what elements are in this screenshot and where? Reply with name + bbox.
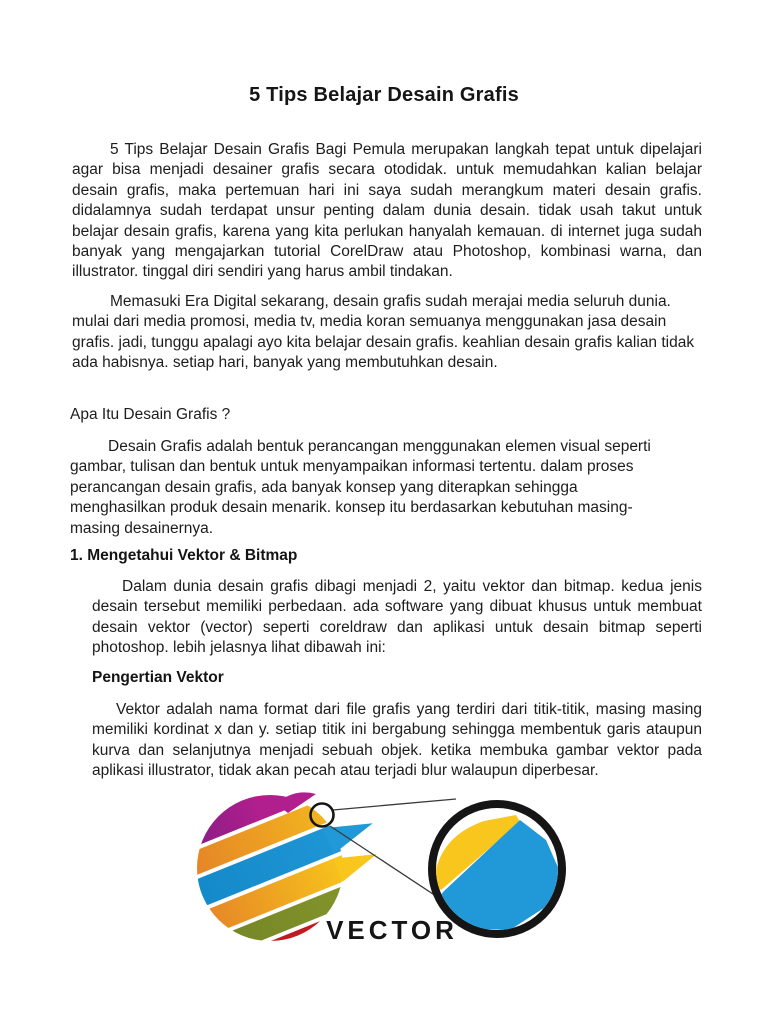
intro-paragraph-2: Memasuki Era Digital sekarang, desain grafis sudah merajai media seluruh dunia. mulai dari media promosi, media tv, media koran semuanya menggunakan jasa desain grafis. jadi, tunggu apalagi ayo kita belajar desain grafis. keahlian desain grafis kalian tidak ada habisnya. setiap hari, banyak yang membutuhkan desain. — [72, 293, 695, 372]
figure-label: VECTOR — [326, 915, 458, 945]
vector-figure — [192, 786, 578, 962]
question-paragraph: Desain Grafis adalah bentuk perancangan menggunakan elemen visual seperti gambar, tulisan dan bentuk untuk menyampaikan informasi tertentu. dalam proses perancangan desain grafis, ada banyak konsep yang diterapkan sehingga menghasilkan produk desain menarik. konsep itu berdasarkan kebutuhan masing-masing desainernya. — [70, 438, 651, 537]
section-1-heading: 1. Mengetahui Vektor & Bitmap — [70, 547, 298, 564]
intro-paragraph-1: 5 Tips Belajar Desain Grafis Bagi Pemula merupakan langkah tepat untuk dipelajari agar bisa menjadi desainer grafis secara otodidak. untuk memudahkan kalian belajar desain grafis, maka pertemuan hari ini saya sudah merangkum materi desain grafis. didalamnya sudah terdapat unsur penting dalam dunia desain. tidak usah takut untuk belajar desain grafis, karena yang kita perlukan hanyalah kemauan. di internet juga sudah banyak yang mengajarkan tutorial CorelDraw atau Photoshop, kombinasi warna, dan illustrator. tinggal diri sendiri yang harus ambil tindakan. — [72, 141, 702, 281]
vector-paragraph: Vektor adalah nama format dari file grafis yang terdiri dari titik-titik, masing masing memiliki kordinat x dan y. setiap titik ini bergabung sehingga membentuk garis ataupun kurva dan selanjutnya menjadi sebuah objek. ketika membuka gambar vektor pada aplikasi illustrator, tidak akan pecah atau terjadi blur walaupun diperbesar. — [92, 701, 702, 780]
question-heading: Apa Itu Desain Grafis ? — [70, 406, 231, 423]
page-title: 5 Tips Belajar Desain Grafis — [249, 84, 519, 106]
vector-subheading: Pengertian Vektor — [92, 669, 224, 686]
vector-illustration — [192, 786, 578, 962]
section-1-paragraph: Dalam dunia desain grafis dibagi menjadi 2, yaitu vektor dan bitmap. kedua jenis desain tersebut memiliki perbedaan. ada software yang dibuat khusus untuk membuat desain vektor (vector) seperti coreldraw dan aplikasi untuk desain bitmap seperti photoshop. lebih jelasnya lihat dibawah ini: — [92, 578, 702, 657]
